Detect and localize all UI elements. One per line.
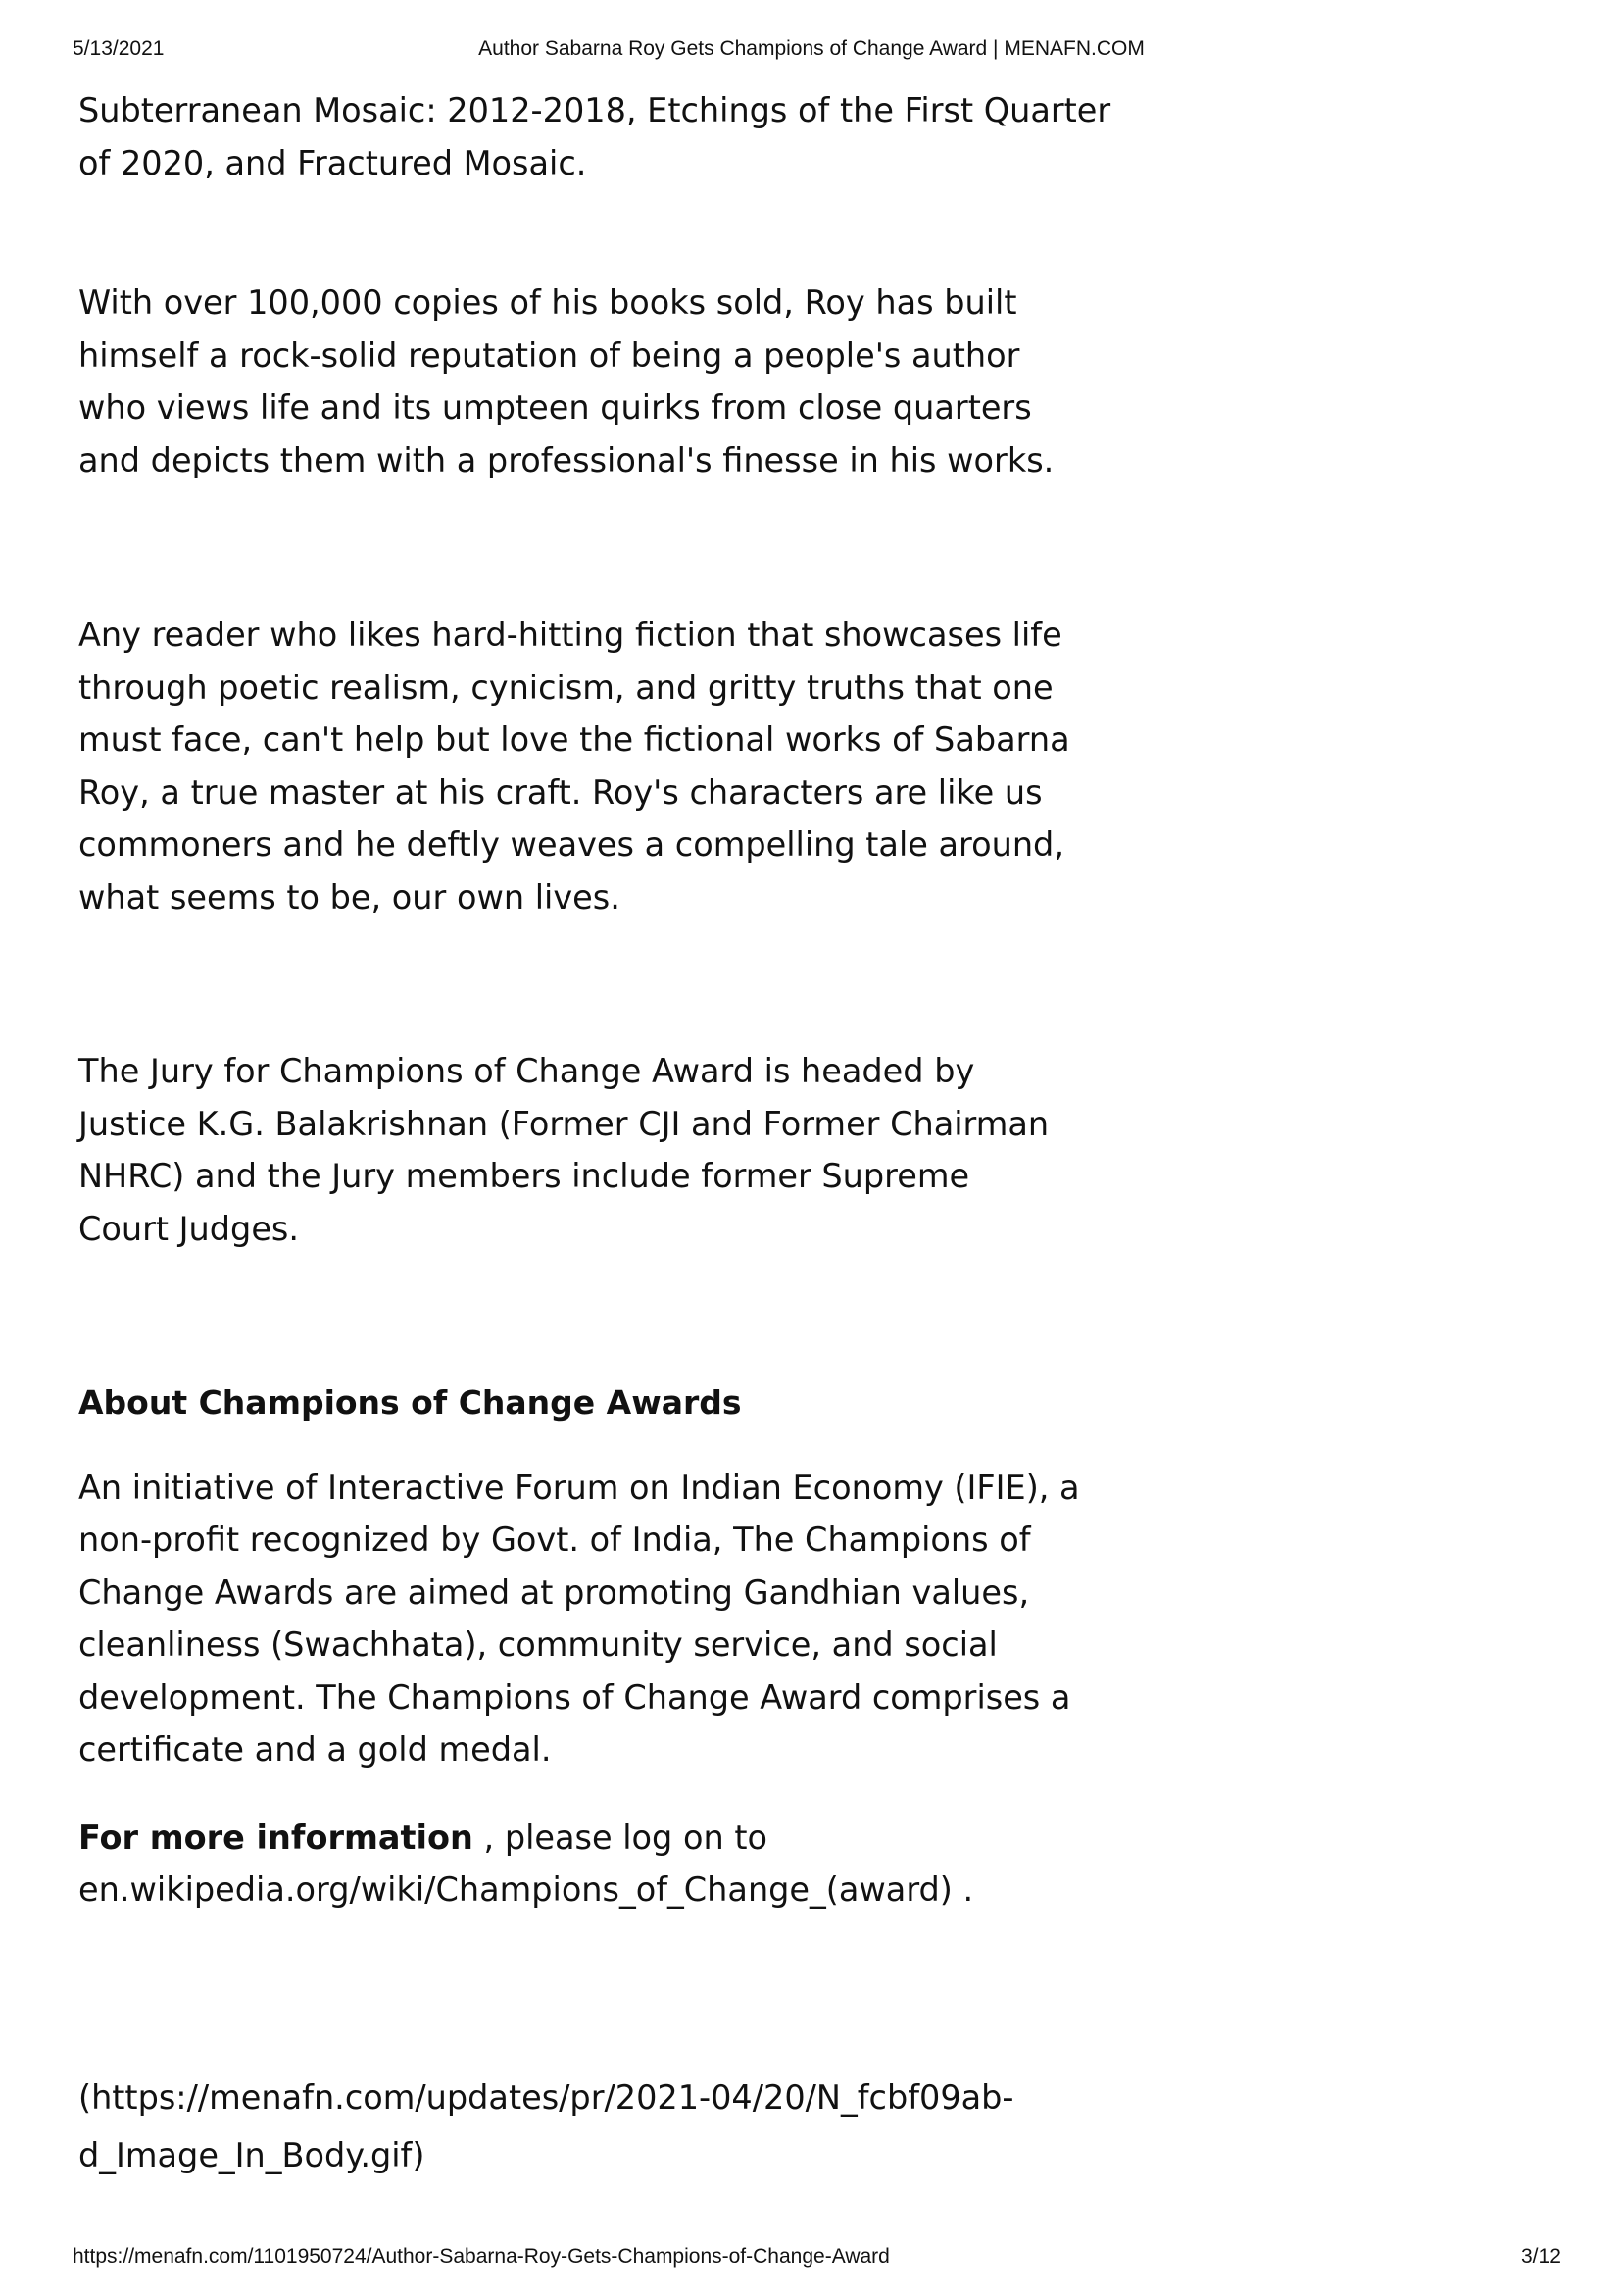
text-line: what seems to be, our own lives. (78, 877, 620, 917)
text-line: Court Judges. (78, 1209, 300, 1248)
text-line: Roy, a true master at his craft. Roy's characters are like us (78, 773, 1043, 812)
text-line: development. The Champions of Change Award comprises a (78, 1677, 1071, 1717)
text-line: who views life and its umpteen quirks from close quarters (78, 388, 1032, 426)
text-line: and depicts them with a professional's finesse in his works. (78, 440, 1055, 479)
more-info-label: For more information (78, 1818, 473, 1857)
page-url: https://menafn.com/1101950724/Author-Sabarna-Roy-Gets-Champions-of-Change-Award (73, 2245, 890, 2268)
paragraph-more-info (78, 1812, 1176, 1917)
print-header (0, 37, 1623, 76)
text-line: Justice K.G. Balakrishnan (Former CJI and Former Chairman (78, 1104, 1050, 1143)
text-line: through poetic realism, cynicism, and gritty truths that one (78, 668, 1054, 707)
paragraph-readers (78, 609, 1176, 923)
paragraph-image-link (78, 2069, 1176, 2184)
text-line: non-profit recognized by Govt. of India, The Champions of (78, 1521, 1031, 1559)
image-link-line[interactable]: d_Image_In_Body.gif) (78, 2135, 425, 2174)
print-footer (0, 2245, 1623, 2284)
text-line: certificate and a gold medal. (78, 1730, 552, 1769)
text-line: Change Awards are aimed at promoting Gandhian values, (78, 1572, 1030, 1612)
text-line: cleanliness (Swachhata), community service, and social (78, 1625, 998, 1664)
text-line (78, 1864, 1176, 1917)
text-line: of 2020, and Fractured Mosaic. (78, 143, 587, 182)
text-line: NHRC) and the Jury members include former Supreme (78, 1157, 970, 1195)
paragraph-sales (78, 276, 1176, 486)
text-line: must face, can't help but love the fictional works of Sabarna (78, 721, 1070, 759)
text-line: himself a rock-solid reputation of being a people's author (78, 335, 1020, 374)
text-line: commoners and he deftly weaves a compelling tale around, (78, 825, 1064, 864)
section-heading: About Champions of Change Awards (78, 1383, 742, 1422)
paragraph-jury (78, 1045, 1176, 1255)
image-link-line[interactable]: (https://menafn.com/updates/pr/2021-04/20/N_fcbf09ab- (78, 2077, 1014, 2117)
paragraph-about (78, 1462, 1176, 1776)
page-number: 3/12 (1521, 2245, 1561, 2268)
wikipedia-link[interactable]: en.wikipedia.org/wiki/Champions_of_Change_(award) (78, 1871, 953, 1909)
page-title: Author Sabarna Roy Gets Champions of Change Award | MENAFN.COM (478, 37, 1145, 60)
text-line: With over 100,000 copies of his books sold, Roy has built (78, 283, 1017, 322)
paragraph-books (78, 84, 1176, 189)
more-info-end: . (952, 1871, 974, 1909)
text-line: Subterranean Mosaic: 2012-2018, Etchings of the First Quarter (78, 91, 1111, 129)
text-line: The Jury for Champions of Change Award is headed by (78, 1052, 975, 1090)
text-line (78, 1812, 1176, 1865)
more-info-text: , please log on to (472, 1818, 767, 1857)
text-line: An initiative of Interactive Forum on Indian Economy (IFIE), a (78, 1468, 1080, 1507)
article-body (78, 84, 1176, 2184)
text-line: Any reader who likes hard-hitting fiction that showcases life (78, 616, 1062, 654)
print-date: 5/13/2021 (73, 37, 165, 60)
